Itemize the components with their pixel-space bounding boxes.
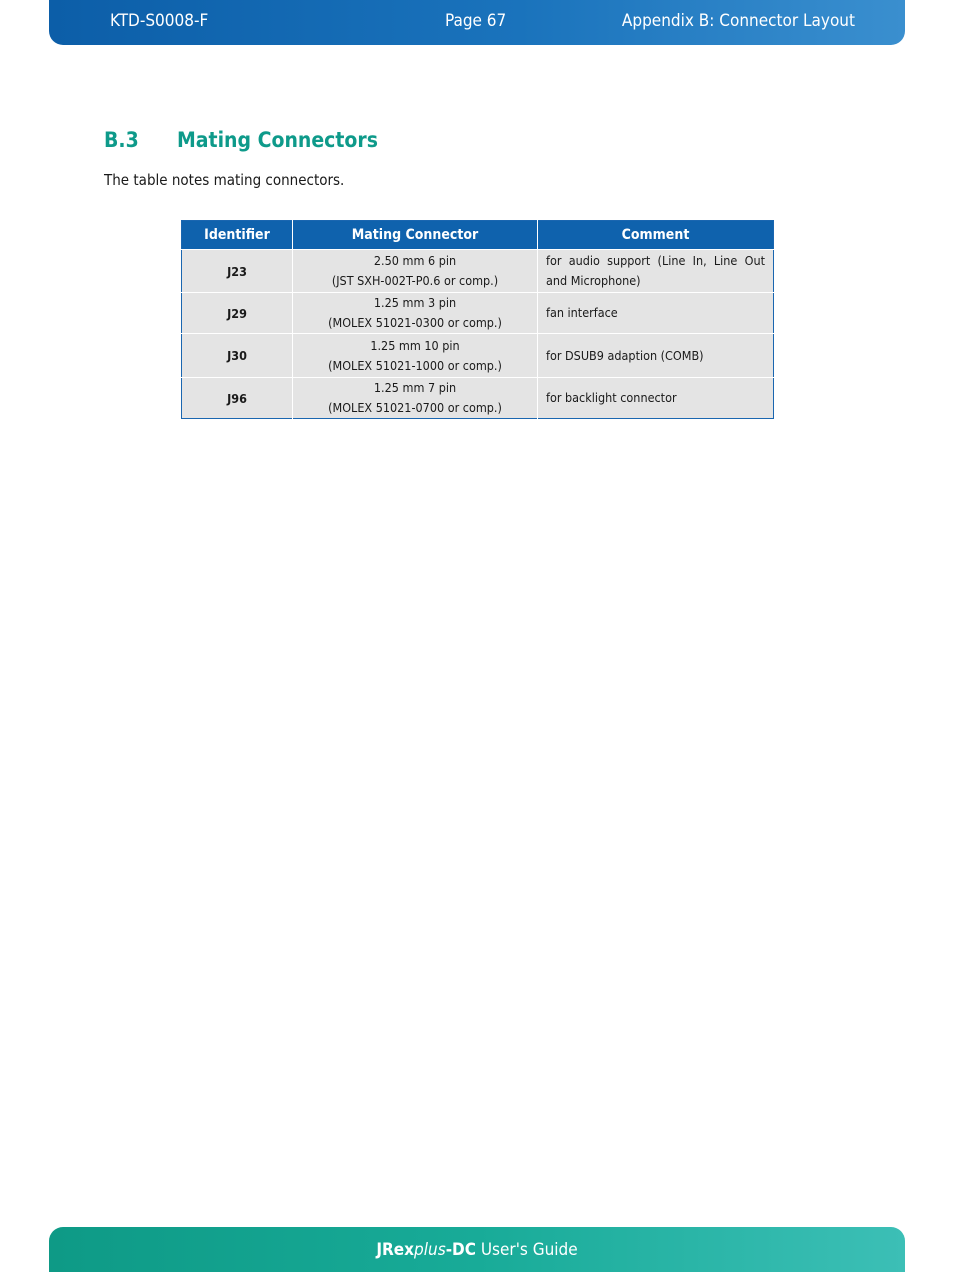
cell-comment: fan interface (538, 293, 774, 334)
table-row (182, 334, 774, 378)
cell-comment: for DSUB9 adaption (COMB) (538, 334, 774, 378)
brand-name: JRex (376, 1240, 415, 1260)
cell-identifier: J23 (182, 250, 293, 293)
guide-label: User's Guide (475, 1240, 578, 1260)
cell-mating-connector (293, 293, 538, 334)
header-mating-connector: Mating Connector (293, 221, 538, 250)
chapter-title: Appendix B: Connector Layout (621, 11, 855, 31)
header-comment: Comment (538, 221, 774, 250)
brand-suffix: -DC (445, 1240, 476, 1260)
connector-part: (MOLEX 51021-1000 or comp.) (328, 357, 502, 373)
connector-spec: 2.50 mm 6 pin (373, 253, 457, 268)
intro-text: The table notes mating connectors. (104, 171, 345, 189)
section-heading (104, 128, 378, 152)
cell-mating-connector (293, 334, 538, 378)
connector-spec: 1.25 mm 7 pin (373, 380, 457, 395)
table-row (182, 250, 774, 293)
connector-part: (JST SXH-002T-P0.6 or comp.) (331, 273, 499, 288)
table-row (182, 293, 774, 334)
cell-mating-connector (293, 250, 538, 293)
cell-identifier: J96 (182, 378, 293, 419)
cell-identifier: J30 (182, 334, 293, 378)
guide-title (49, 1240, 905, 1260)
cell-comment: for backlight connector (538, 378, 774, 419)
table-header-row (182, 221, 774, 250)
section-title: Mating Connectors (177, 128, 378, 152)
connector-part: (MOLEX 51021-0700 or comp.) (328, 400, 502, 415)
page-footer (49, 1227, 905, 1272)
connector-spec: 1.25 mm 10 pin (370, 337, 460, 353)
connector-part: (MOLEX 51021-0300 or comp.) (328, 315, 502, 330)
connector-spec: 1.25 mm 3 pin (373, 295, 457, 310)
table-row (182, 378, 774, 419)
cell-mating-connector (293, 378, 538, 419)
page-number: Page 67 (445, 11, 507, 31)
cell-identifier: J29 (182, 293, 293, 334)
cell-comment: for audio support (Line In, Line Out and Microphone) (538, 250, 774, 293)
section-number: B.3 (104, 128, 139, 152)
page-header (49, 0, 905, 45)
mating-connectors-table (181, 220, 774, 419)
brand-plus: plus (414, 1240, 446, 1260)
header-identifier: Identifier (182, 221, 293, 250)
doc-id: KTD-S0008-F (110, 11, 209, 31)
